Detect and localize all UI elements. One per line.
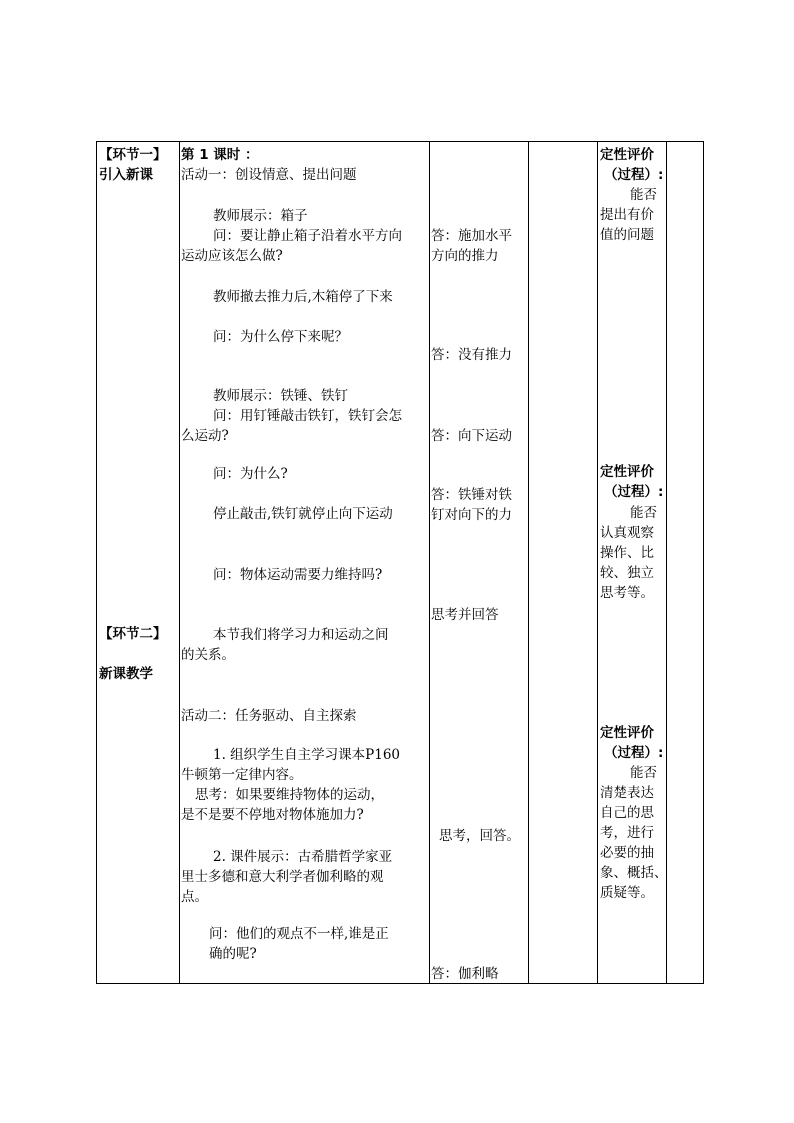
- lesson-plan-table: [96, 141, 704, 984]
- answer-line: 答：没有推力: [431, 347, 512, 363]
- evaluation-subtitle: （过程）:: [604, 745, 664, 761]
- evaluation-line: 考，进行: [600, 825, 654, 841]
- text-line: 问：用钉锤敲击铁钉，铁钉会怎: [213, 408, 402, 424]
- text-line: 里士多德和意大利学者伽利略的观: [181, 869, 384, 885]
- text-line: 停止敲击,铁钉就停止向下运动: [213, 506, 393, 522]
- answer-line: 答：施加水平: [431, 228, 512, 244]
- evaluation-subtitle: （过程）:: [604, 167, 664, 183]
- text-line: 问：物体运动需要力维持吗?: [213, 567, 383, 583]
- column-divider: [179, 142, 180, 983]
- text-line: 2. 课件展示：古希腊哲学家亚: [213, 849, 393, 865]
- column-divider: [597, 142, 598, 983]
- evaluation-title: 定性评价: [600, 464, 654, 480]
- text-line: 本节我们将学习力和运动之间: [213, 627, 389, 643]
- text-line: 问：为什么?: [213, 466, 288, 482]
- activity1-heading: 活动一：创设情意、提出问题: [181, 167, 357, 183]
- evaluation-line: 提出有价: [600, 207, 654, 223]
- evaluation-line: 能否: [630, 765, 657, 781]
- column-divider: [429, 142, 430, 983]
- answer-line: 方向的推力: [431, 248, 499, 264]
- evaluation-line: 操作、比: [600, 545, 654, 561]
- evaluation-line: 思考等。: [600, 585, 654, 601]
- column-divider: [528, 142, 529, 983]
- stage2-title: 【环节二】: [99, 626, 167, 642]
- text-line: 么运动?: [181, 428, 229, 444]
- evaluation-line: 自己的思: [600, 805, 654, 821]
- answer-line: 答：伽利略: [431, 966, 499, 982]
- text-line: 的关系。: [181, 647, 235, 663]
- text-line: 思考：如果要维持物体的运动，: [195, 787, 384, 803]
- answer-line: 答：铁锤对铁: [431, 487, 512, 503]
- text-line: 运动应该怎么做?: [181, 248, 283, 264]
- activity2-heading: 活动二：任务驱动、自主探索: [181, 708, 357, 724]
- evaluation-line: 质疑等。: [600, 885, 654, 901]
- evaluation-line: 象、概括、: [600, 865, 668, 881]
- evaluation-line: 清楚表达: [600, 785, 654, 801]
- text-line: 1. 组织学生自主学习课本P160: [213, 747, 401, 763]
- evaluation-line: 较、独立: [600, 565, 654, 581]
- answer-line: 思考，回答。: [439, 828, 520, 844]
- text-line: 确的呢?: [209, 946, 257, 962]
- evaluation-title: 定性评价: [600, 147, 654, 163]
- evaluation-line: 能否: [630, 187, 657, 203]
- stage1-title: 【环节一】: [99, 147, 167, 163]
- evaluation-line: 能否: [630, 505, 657, 521]
- evaluation-subtitle: （过程）:: [604, 484, 664, 500]
- text-line: 点。: [181, 889, 208, 905]
- text-line: 教师展示：箱子: [213, 208, 308, 224]
- evaluation-line: 必要的抽: [600, 845, 654, 861]
- evaluation-title: 定性评价: [600, 725, 654, 741]
- text-line: 问：为什么停下来呢？: [213, 329, 348, 345]
- text-line: 教师展示：铁锤、铁钉: [213, 388, 348, 404]
- text-line: 牛顿第一定律内容。: [181, 767, 303, 783]
- text-line: 问：要让静止箱子沿着水平方向: [213, 228, 402, 244]
- answer-line: 钉对向下的力: [431, 507, 512, 523]
- lesson-heading: 第 1 课时 ：: [181, 147, 259, 163]
- evaluation-line: 值的问题: [600, 227, 654, 243]
- evaluation-line: 认真观察: [600, 525, 654, 541]
- stage2-name: 新课教学: [99, 666, 153, 682]
- text-line: 问：他们的观点不一样,谁是正: [209, 926, 389, 942]
- text-line: 是不是要不停地对物体施加力?: [181, 807, 364, 823]
- stage1-name: 引入新课: [99, 167, 153, 183]
- answer-line: 答：向下运动: [431, 428, 512, 444]
- text-line: 教师撤去推力后,木箱停了下来: [213, 289, 393, 305]
- column-divider: [666, 142, 667, 983]
- answer-line: 思考并回答: [431, 607, 499, 623]
